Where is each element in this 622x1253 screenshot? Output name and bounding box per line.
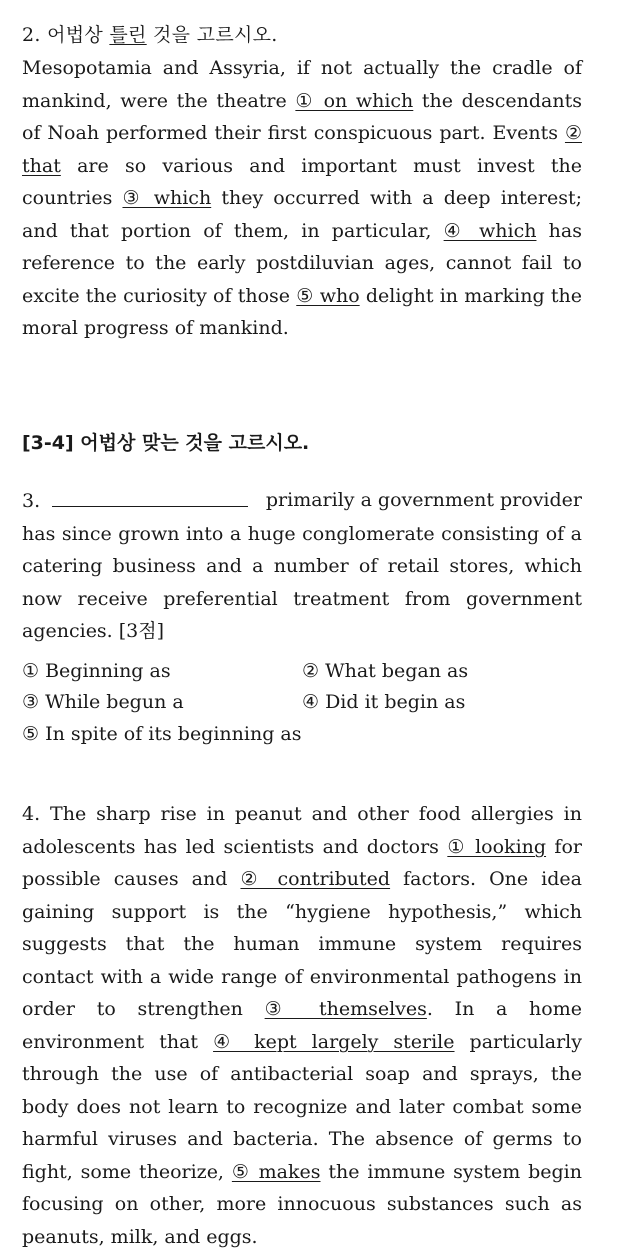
choice-5-underlined: ⑤ makes bbox=[231, 1160, 321, 1183]
question-3-passage: has since grown into a huge conglomerate consisting of a catering business and a number of retail stores, which now receive preferential treatment from government agencies. [3점] bbox=[22, 522, 582, 642]
question-3 bbox=[22, 484, 582, 750]
passage-text: Mesopotamia and Assyria, if not actually the cradle of mankind, were the theatre bbox=[22, 57, 582, 112]
question-3-options bbox=[22, 656, 582, 751]
option-5[interactable]: ⑤ In spite of its beginning as bbox=[22, 722, 302, 745]
question-2-title-suffix: 것을 고르시오. bbox=[146, 24, 278, 46]
choice-2-underlined: ② contributed bbox=[240, 868, 391, 890]
choice-4-underlined: ④ kept largely sterile bbox=[213, 1030, 455, 1053]
passage-text: the immune system begin focusing on other, more innocuous substances such as peanuts, milk, and eggs. bbox=[22, 1160, 582, 1248]
choice-3-underlined: ③ which bbox=[122, 187, 212, 209]
choice-5-underlined: ⑤ who bbox=[296, 284, 360, 307]
question-2 bbox=[22, 22, 582, 345]
choice-2-underlined: ② that bbox=[22, 122, 582, 177]
question-2-passage bbox=[22, 52, 582, 345]
question-3-first-line-tail: primarily a government provider bbox=[265, 489, 582, 511]
question-2-title-keyword: 틀린 bbox=[109, 24, 147, 46]
passage-text: particularly through the use of antibacterial soap and sprays, the body does not learn to recognize and later combat some harmful viruses and bacteria. The absence of germs to fight, some theorize, bbox=[22, 1030, 582, 1183]
options-row bbox=[22, 687, 582, 719]
option-4[interactable]: ④ Did it begin as bbox=[302, 691, 466, 713]
options-row bbox=[22, 656, 582, 688]
passage-text: . In a home environment that bbox=[22, 998, 582, 1053]
question-3-number: 3. bbox=[22, 490, 41, 512]
choice-4-underlined: ④ which bbox=[443, 219, 537, 242]
choice-3-underlined: ③ themselves bbox=[264, 998, 427, 1020]
option-1[interactable]: ① Beginning as bbox=[22, 659, 171, 682]
passage-text: the descendants of Noah performed their first conspicuous part. Events bbox=[22, 89, 583, 144]
option-3[interactable]: ③ While begun a bbox=[22, 691, 184, 713]
question-4-passage bbox=[22, 798, 582, 1253]
passage-text: are so various and important must invest the countries bbox=[22, 154, 582, 209]
question-4 bbox=[22, 798, 582, 1253]
passage-text: has reference to the early postdiluvian ages, cannot fail to excite the curiosity of those bbox=[22, 219, 582, 307]
section-heading-3-4: [3-4] 어법상 맞는 것을 고르시오. bbox=[22, 432, 310, 454]
question-3-first-line bbox=[22, 484, 582, 518]
option-2[interactable]: ② What began as bbox=[302, 659, 469, 682]
passage-text: they occurred with a deep interest; and that portion of them, in particular, bbox=[22, 187, 583, 242]
question-2-title bbox=[22, 22, 582, 48]
passage-text: for possible causes and bbox=[22, 835, 582, 890]
choice-1-underlined: ① looking bbox=[447, 835, 547, 858]
options-row bbox=[22, 719, 582, 751]
passage-text: 4. The sharp rise in peanut and other food allergies in adolescents has led scientists and doctors bbox=[22, 803, 582, 858]
passage-text: delight in marking the moral progress of mankind. bbox=[22, 284, 582, 339]
passage-text: factors. One idea gaining support is the “hygiene hypothesis,” which suggests that the human immune system requires contact with a wide range of environmental pathogens in order to strengthen bbox=[22, 868, 582, 1020]
answer-blank bbox=[52, 484, 248, 507]
question-3-lead bbox=[22, 484, 248, 518]
question-2-title-prefix: 2. 어법상 bbox=[22, 24, 110, 46]
choice-1-underlined: ① on which bbox=[295, 89, 414, 112]
